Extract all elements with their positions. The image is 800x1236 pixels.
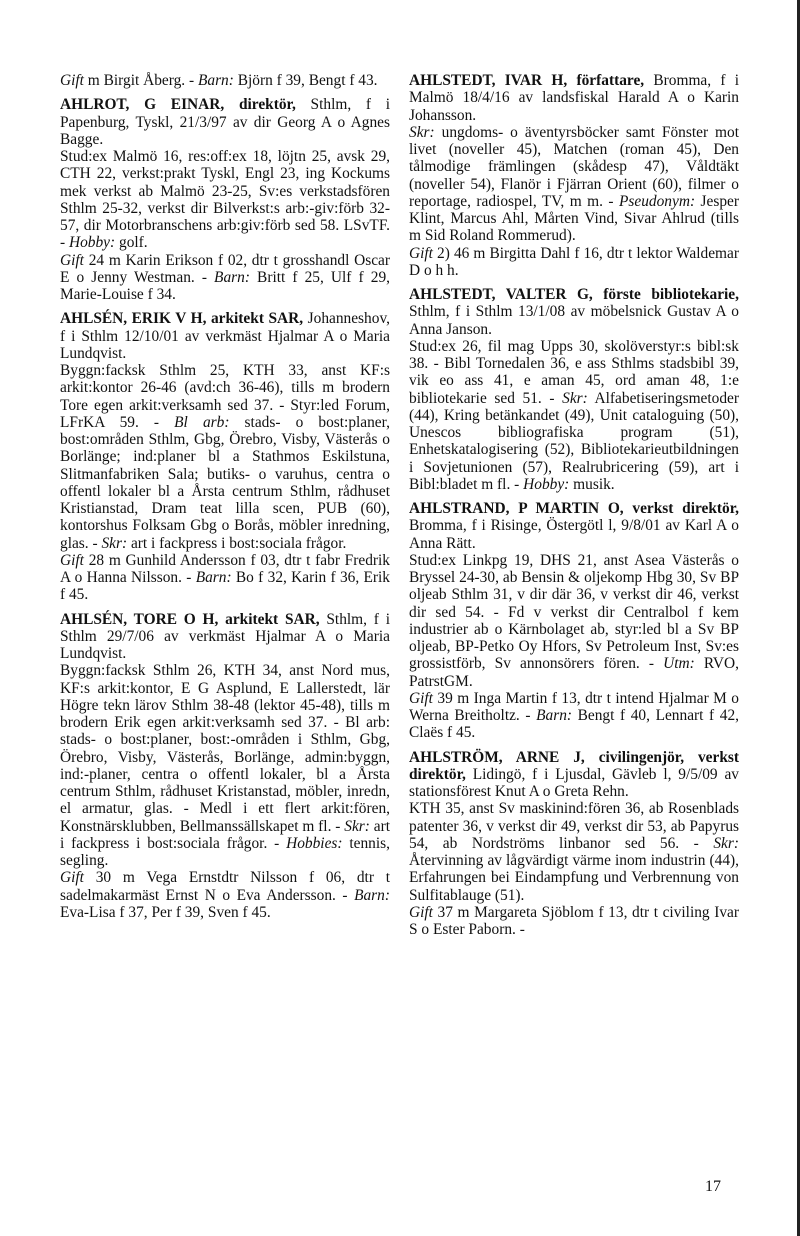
field-label: Pseudonym: [619, 192, 696, 210]
entry-paragraph [60, 362, 390, 552]
entry-text: Lidingö, f i Ljusdal, Gävleb l, 9/5/09 av stationsförest Knut A o Greta Rehn. [409, 765, 739, 800]
field-label: Gift [409, 244, 433, 262]
entry-text: KTH 35, anst Sv maskinind:fören 36, ab Rosenblads patenter 36, v verkst dir 49, verkst dir 53, ab Papyrus 54, ab Nordströms linbanor sed 56. - [409, 800, 739, 852]
entry-text: Jesper Klint, Marcus Ahl, Mårten Vind, Sivar Ahlrud (tills m Sid Roland Rommerud). [409, 192, 739, 245]
entry-title: arkitekt SAR, [206, 310, 304, 328]
entry-text: art i fackpress i bost:sociala frågor. - [60, 817, 391, 852]
entry-text: tennis, segling. [60, 834, 390, 869]
entry-paragraph [60, 96, 390, 148]
field-label: Gift [60, 551, 84, 569]
field-label: Skr: [713, 834, 739, 852]
entry-text: 24 m Karin Erikson f 02, dtr t grosshandl Oscar E o Jenny Westman. - [60, 251, 390, 286]
entry-paragraph [409, 749, 739, 801]
entry-name: AHLSTEDT, IVAR H, [409, 72, 568, 89]
entry-paragraph [60, 310, 390, 362]
biography-entry-ahlstedt-ivar [409, 72, 739, 279]
entry-paragraph [60, 72, 390, 89]
entry-text: art i fackpress i bost:sociala frågor. [127, 534, 347, 552]
entry-name: AHLSTEDT, VALTER G, [409, 286, 593, 303]
entry-paragraph [409, 245, 739, 280]
entry-text: ungdoms- o äventyrsböcker samt Fönster mot livet (noveller 45), Matchen (roman 45), Den tålmodige främlingen (skådesp 47), Våldtäkt (noveller 54), Flanör i Fjärran Orient (60), filmer o reportage, radiospel, TV, m m. - [409, 123, 739, 210]
page-number: 17 [705, 1178, 721, 1195]
field-label: Utm: [663, 655, 695, 673]
entry-text: RVO, PatrstGM. [409, 655, 739, 690]
left-column [60, 72, 390, 928]
entry-title: direktör, [224, 96, 296, 114]
entry-paragraph [409, 286, 739, 338]
field-label: Gift [60, 869, 84, 887]
entry-text: Stud:ex Malmö 16, res:off:ex 18, löjtn 25, avsk 29, CTH 22, verkst:prakt Tyskl, Engl 23, ing Kockums mek verkst ab Malmö 23-25, Sv:es verkstadsfören Sthlm 25-32, verkst dir Bilverkst:s arb:-giv:förb 32-57, dir Motorbranschens arb:giv:förb sed 58. LSvTF. - [60, 148, 390, 252]
biography-entry-ahlsen-tore [60, 611, 390, 922]
entry-paragraph [409, 552, 739, 690]
entry-paragraph [409, 72, 739, 124]
entry-text: Alfabetiseringsmetoder (44), Kring betänkandet (49), Unit cataloguing (50), Unescos bibliografiska program (51), Enhetskatalogisering (52), Bibliotekarieutbildningen i Sovjetunionen (57), Realrubricering (59), art i Bibl:bladet m fl. - [409, 389, 739, 493]
field-label: Skr: [344, 817, 370, 835]
entry-text: Stud:ex 26, fil mag Upps 30, skolöverstyr:s bibl:sk 38. - Bibl Tornedalen 36, e ass Sthlms stadsbibl 39, vik eo ass 41, e aman 45, ord aman 48, 1:e bibliotekarie sed 51. - [409, 337, 739, 407]
field-label: Barn: [536, 707, 573, 724]
field-label: Gift [409, 689, 433, 707]
entry-title: civilingenjör, verkst direktör, [409, 748, 740, 783]
field-label: Barn: [197, 72, 234, 89]
entry-text: 2) 46 m Birgitta Dahl f 16, dtr t lektor Waldemar D o h h. [409, 244, 739, 279]
field-label: Gift [60, 251, 84, 269]
entry-text: Bromma, f i Malmö 18/4/16 av landsfiskal Harald A o Karin Johansson. [409, 72, 740, 124]
entry-paragraph [409, 338, 739, 493]
entry-paragraph [60, 552, 390, 604]
entry-text: 30 m Vega Ernstdtr Nilsson f 06, dtr t sadelmakarmäst Ernst N o Eva Andersson. - [60, 869, 390, 904]
field-label: Bl arb: [174, 413, 230, 431]
field-label: Gift [60, 72, 84, 89]
entry-paragraph [409, 904, 739, 939]
entry-paragraph [60, 662, 390, 869]
entry-text: Byggn:facksk Sthlm 26, KTH 34, anst Nord mus, KF:s arkit:kontor, E G Asplund, E Lallerstedt, lär Högre tekn lärov Sthlm 38-48 (lektor 45-48), tills m brodern Erik egen arkit:verksamh sed 37. - Bl arb: stads- o bost:planer, bost:-områden i Sthlm, Gbg, Örebro, Visby, Västerås, Borlänge, admin:byggn, ind:-planer, centra o offentl lokaler, bl a Årsta centrum Sthlm, rådhuset Kristanstad, möbler, inredn, el armatur, glas. - Medl i ett flert arkit:fören, Konstnärsklubben, Bellmanssällskapet m fl. - [60, 662, 390, 835]
entry-title: arkitekt SAR, [218, 610, 320, 628]
biography-entry-cont [60, 72, 390, 89]
field-label: Hobby: [523, 475, 570, 493]
entry-text: Johanneshov, f i Sthlm 12/10/01 av verkmäst Hjalmar A o Maria Lundqvist. [60, 310, 390, 362]
entry-title: författare, [567, 72, 645, 89]
field-label: Barn: [195, 569, 232, 586]
field-label: Gift [409, 903, 433, 921]
entry-paragraph [60, 148, 390, 252]
entry-text: stads- o bost:planer, bost:områden Sthlm, Gbg, Örebro, Visby, Västerås o Borlänge; ind:planer bl a Stathmos Eskilstuna, Slitmanfabriken Sala; butiks- o varuhus, centra o offentl lokaler bl a Årsta centrum Sthlm, rådhuset Kristianstad, Dram teat lilla scen, PUB (60), kontorshus Folksam Gbg o Borås, möbler inredning, glas. - [60, 413, 390, 552]
entry-text: Stud:ex Linkpg 19, DHS 21, anst Asea Västerås o Bryssel 24-30, ab Bensin & oljekomp Hbg 30, Sv BP oljeab Sthlm 31, v dir där 36, v verkst dir 46, verkst dir sed 54. - Fd v verkst dir Centralbol f kem industrier ab o Kärnbolaget ab, styr:led bl a Sv BP oljeab, BP-Petko Oy Hfors, Sv Petroleum Inst, Sv:es grossistförb, Sv annonsörers fören. - [409, 551, 739, 673]
entry-text: golf. [115, 234, 148, 252]
entry-paragraph [409, 800, 739, 904]
entry-text: Sthlm, f i Papenburg, Tyskl, 21/3/97 av dir Georg A o Agnes Bagge. [60, 96, 390, 148]
entry-text: Återvinning av lågvärdigt värme inom industrin (44), Erfahrungen bei Eindampfung und Verbrennung von Sulfitablauge (51). [409, 852, 739, 904]
biography-entry-ahlsen-erik [60, 310, 390, 603]
entry-text: Eva-Lisa f 37, Per f 39, Sven f 45. [60, 903, 271, 921]
entry-name: AHLSTRÖM, ARNE J, [409, 748, 585, 766]
entry-text: Britt f 25, Ulf f 29, Marie-Louise f 34. [60, 268, 390, 303]
biography-entry-ahlstrom [409, 749, 739, 939]
entry-text: Bo f 32, Karin f 36, Erik f 45. [60, 569, 390, 604]
entry-name: AHLSÉN, TORE O H, [60, 610, 219, 628]
biography-entry-ahlstrand [409, 500, 739, 742]
entry-text: Bengt f 40, Lennart f 42, Claës f 45. [409, 707, 739, 742]
entry-name: AHLSTRAND, P MARTIN O, [409, 500, 624, 517]
entry-paragraph [60, 252, 390, 304]
entry-text: Byggn:facksk Sthlm 25, KTH 33, anst KF:s arkit:kontor 26-46 (avd:ch 36-46), tills m brodern Tore egen arkit:verksamh sed 37. - Styr:led Forum, LFrKA 59. - [60, 362, 390, 431]
entry-paragraph [60, 611, 390, 663]
entry-text: Bromma, f i Risinge, Östergötl l, 9/8/01 av Karl A o Anna Rätt. [409, 517, 739, 552]
entry-text: 37 m Margareta Sjöblom f 13, dtr t civiling Ivar S o Ester Paborn. - [409, 903, 739, 938]
field-label: Barn: [214, 268, 250, 286]
entry-paragraph [409, 500, 739, 552]
entry-text: Sthlm, f i Sthlm 29/7/06 av verkmäst Hjalmar A o Maria Lundqvist. [60, 610, 390, 662]
entry-text: Björn f 39, Bengt f 43. [233, 72, 378, 89]
biography-entry-ahlstedt-valter [409, 286, 739, 493]
field-label: Barn: [354, 886, 390, 904]
entry-name: AHLSÉN, ERIK V H, [60, 310, 207, 328]
biography-entry-ahlrot [60, 96, 390, 303]
entry-title: verkst direktör, [623, 500, 740, 517]
entry-text: m Birgit Åberg. - [83, 72, 198, 89]
right-column [409, 72, 739, 945]
field-label: Skr: [409, 123, 435, 141]
entry-text: Sthlm, f i Sthlm 13/1/08 av möbelsnick Gustav A o Anna Janson. [409, 303, 739, 338]
entry-paragraph [409, 124, 739, 245]
entry-title: förste bibliotekarie, [592, 286, 739, 303]
field-label: Hobby: [68, 234, 116, 252]
field-label: Skr: [101, 534, 128, 552]
entry-name: AHLROT, G EINAR, [60, 96, 225, 114]
entry-text: 28 m Gunhild Andersson f 03, dtr t fabr Fredrik A o Hanna Nilsson. - [60, 551, 390, 586]
entry-paragraph [409, 690, 739, 742]
entry-text: musik. [569, 475, 615, 493]
entry-paragraph [60, 869, 390, 921]
field-label: Skr: [562, 389, 588, 407]
field-label: Hobbies: [286, 834, 343, 852]
entry-text: 39 m Inga Martin f 13, dtr t intend Hjalmar M o Werna Breitholtz. - [409, 689, 739, 724]
